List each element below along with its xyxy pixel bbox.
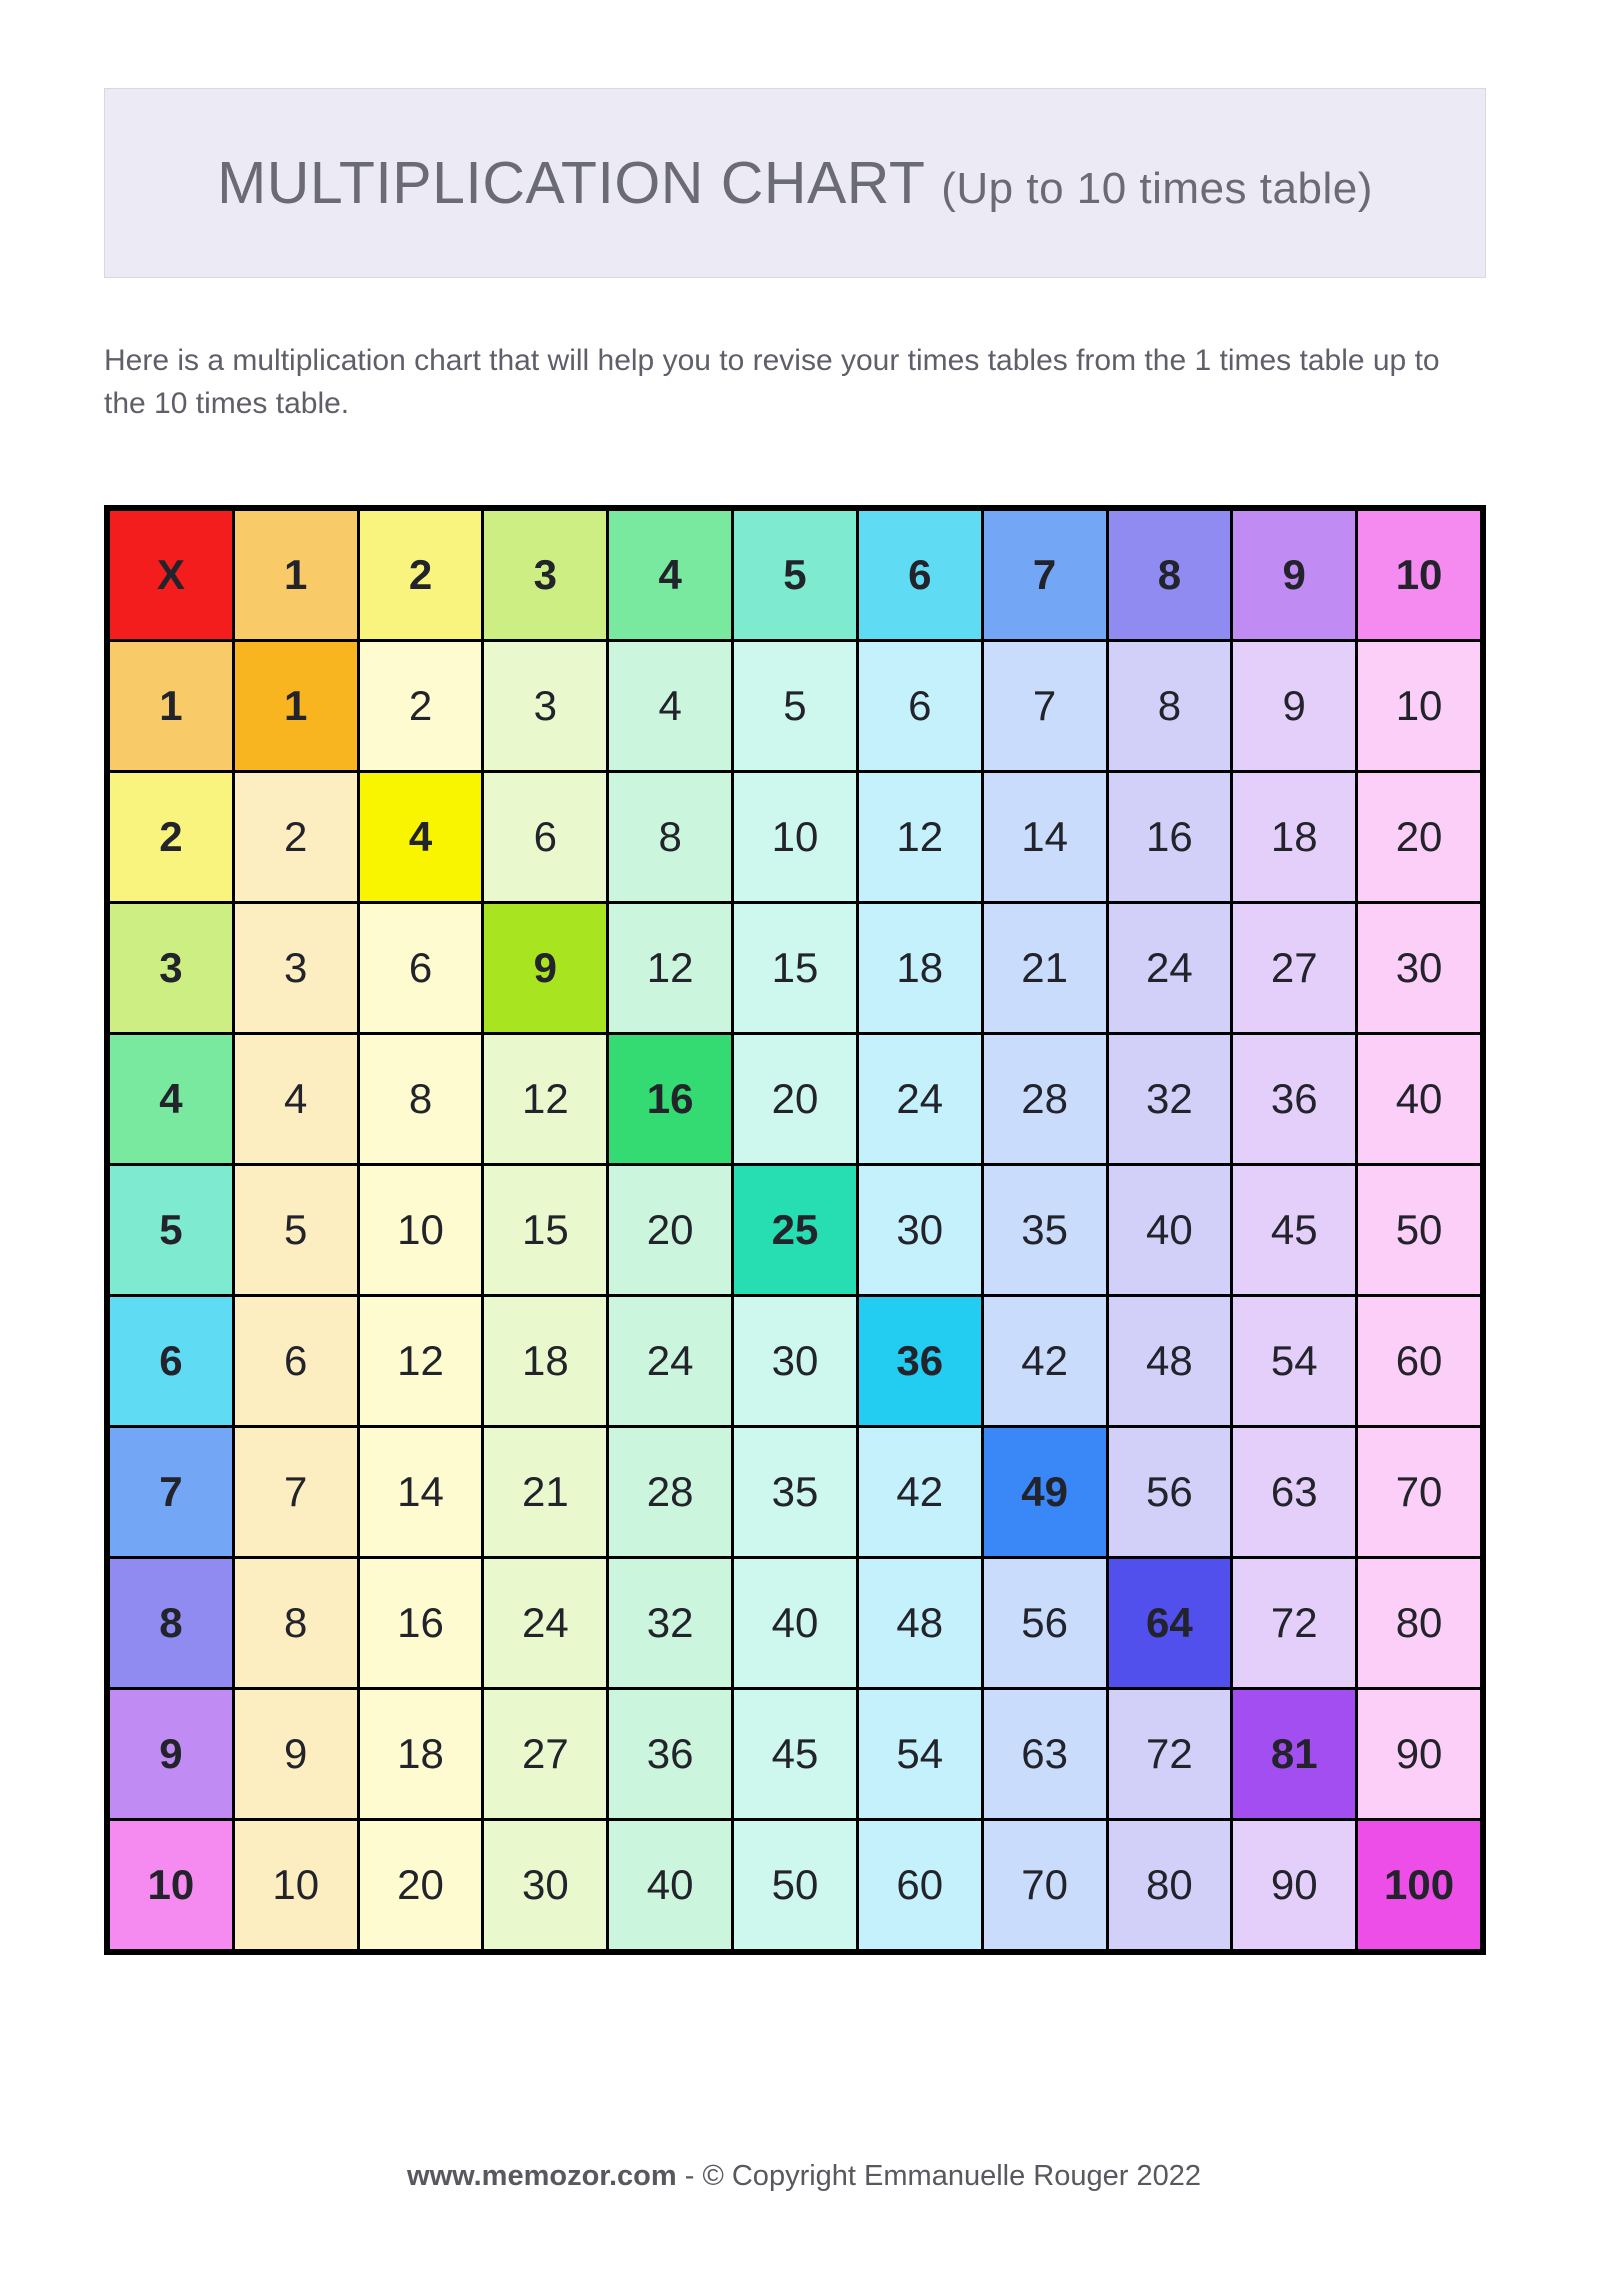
product-cell-7x10: 70: [1357, 1427, 1482, 1558]
product-cell-4x1: 4: [233, 1034, 358, 1165]
product-cell-10x1: 10: [233, 1820, 358, 1951]
product-cell-3x2: 6: [358, 903, 483, 1034]
product-cell-7x8: 56: [1107, 1427, 1232, 1558]
product-cell-5x2: 10: [358, 1165, 483, 1296]
product-cell-9x8: 72: [1107, 1689, 1232, 1820]
square-cell-1: 1: [233, 641, 358, 772]
product-cell-1x7: 7: [982, 641, 1107, 772]
table-row: [109, 772, 1482, 903]
product-cell-5x6: 30: [857, 1165, 982, 1296]
column-header-1: 1: [233, 510, 358, 641]
square-cell-9: 81: [1232, 1689, 1357, 1820]
product-cell-3x8: 24: [1107, 903, 1232, 1034]
product-cell-5x3: 15: [483, 1165, 608, 1296]
product-cell-3x7: 21: [982, 903, 1107, 1034]
intro-text: Here is a multiplication chart that will help you to revise your times tables from the 1 times table up to the 10 times table.: [104, 344, 1440, 420]
product-cell-7x6: 42: [857, 1427, 982, 1558]
column-header-4: 4: [608, 510, 733, 641]
grid-corner-cell: X: [109, 510, 234, 641]
product-cell-5x7: 35: [982, 1165, 1107, 1296]
column-header-8: 8: [1107, 510, 1232, 641]
square-cell-7: 49: [982, 1427, 1107, 1558]
table-row: [109, 1296, 1482, 1427]
product-cell-10x9: 90: [1232, 1820, 1357, 1951]
footer-copyright: - © Copyright Emmanuelle Rouger 2022: [676, 2160, 1201, 2192]
column-header-6: 6: [857, 510, 982, 641]
product-cell-6x10: 60: [1357, 1296, 1482, 1427]
title-banner: [104, 88, 1486, 278]
product-cell-4x2: 8: [358, 1034, 483, 1165]
row-header-7: 7: [109, 1427, 234, 1558]
product-cell-1x4: 4: [608, 641, 733, 772]
footer: [0, 2160, 1608, 2193]
product-cell-2x8: 16: [1107, 772, 1232, 903]
row-header-3: 3: [109, 903, 234, 1034]
column-header-2: 2: [358, 510, 483, 641]
product-cell-1x5: 5: [733, 641, 858, 772]
product-cell-6x5: 30: [733, 1296, 858, 1427]
product-cell-1x2: 2: [358, 641, 483, 772]
multiplication-grid: [104, 505, 1486, 1955]
product-cell-2x10: 20: [1357, 772, 1482, 903]
product-cell-8x7: 56: [982, 1558, 1107, 1689]
product-cell-6x3: 18: [483, 1296, 608, 1427]
product-cell-3x6: 18: [857, 903, 982, 1034]
product-cell-2x9: 18: [1232, 772, 1357, 903]
row-header-10: 10: [109, 1820, 234, 1951]
product-cell-1x6: 6: [857, 641, 982, 772]
product-cell-4x3: 12: [483, 1034, 608, 1165]
product-cell-9x4: 36: [608, 1689, 733, 1820]
product-cell-9x10: 90: [1357, 1689, 1482, 1820]
column-header-7: 7: [982, 510, 1107, 641]
square-cell-4: 16: [608, 1034, 733, 1165]
product-cell-5x8: 40: [1107, 1165, 1232, 1296]
product-cell-1x9: 9: [1232, 641, 1357, 772]
product-cell-6x2: 12: [358, 1296, 483, 1427]
product-cell-6x1: 6: [233, 1296, 358, 1427]
product-cell-2x7: 14: [982, 772, 1107, 903]
product-cell-4x9: 36: [1232, 1034, 1357, 1165]
page-title-main: MULTIPLICATION CHART: [217, 150, 925, 216]
product-cell-8x4: 32: [608, 1558, 733, 1689]
page-title-sub: (Up to 10 times table): [941, 164, 1373, 213]
table-row: [109, 1034, 1482, 1165]
product-cell-5x1: 5: [233, 1165, 358, 1296]
product-cell-8x2: 16: [358, 1558, 483, 1689]
product-cell-9x3: 27: [483, 1689, 608, 1820]
product-cell-3x1: 3: [233, 903, 358, 1034]
product-cell-2x6: 12: [857, 772, 982, 903]
footer-site: www.memozor.com: [407, 2160, 677, 2192]
table-row: [109, 1820, 1482, 1951]
table-header-row: [109, 510, 1482, 641]
product-cell-6x9: 54: [1232, 1296, 1357, 1427]
table-row: [109, 641, 1482, 772]
square-cell-10: 100: [1357, 1820, 1482, 1951]
product-cell-9x5: 45: [733, 1689, 858, 1820]
product-cell-4x8: 32: [1107, 1034, 1232, 1165]
product-cell-7x2: 14: [358, 1427, 483, 1558]
square-cell-2: 4: [358, 772, 483, 903]
product-cell-8x1: 8: [233, 1558, 358, 1689]
row-header-4: 4: [109, 1034, 234, 1165]
square-cell-8: 64: [1107, 1558, 1232, 1689]
product-cell-9x6: 54: [857, 1689, 982, 1820]
column-header-3: 3: [483, 510, 608, 641]
product-cell-7x3: 21: [483, 1427, 608, 1558]
product-cell-3x4: 12: [608, 903, 733, 1034]
product-cell-4x7: 28: [982, 1034, 1107, 1165]
product-cell-8x10: 80: [1357, 1558, 1482, 1689]
product-cell-8x9: 72: [1232, 1558, 1357, 1689]
table-row: [109, 1427, 1482, 1558]
product-cell-10x4: 40: [608, 1820, 733, 1951]
product-cell-10x8: 80: [1107, 1820, 1232, 1951]
product-cell-9x2: 18: [358, 1689, 483, 1820]
page-title: [217, 149, 1373, 217]
product-cell-2x3: 6: [483, 772, 608, 903]
square-cell-6: 36: [857, 1296, 982, 1427]
product-cell-10x7: 70: [982, 1820, 1107, 1951]
row-header-5: 5: [109, 1165, 234, 1296]
product-cell-10x3: 30: [483, 1820, 608, 1951]
product-cell-1x10: 10: [1357, 641, 1482, 772]
product-cell-6x8: 48: [1107, 1296, 1232, 1427]
product-cell-5x4: 20: [608, 1165, 733, 1296]
column-header-9: 9: [1232, 510, 1357, 641]
product-cell-10x2: 20: [358, 1820, 483, 1951]
product-cell-7x5: 35: [733, 1427, 858, 1558]
table-row: [109, 1165, 1482, 1296]
product-cell-6x4: 24: [608, 1296, 733, 1427]
column-header-10: 10: [1357, 510, 1482, 641]
square-cell-5: 25: [733, 1165, 858, 1296]
product-cell-1x8: 8: [1107, 641, 1232, 772]
table-row: [109, 1689, 1482, 1820]
product-cell-4x10: 40: [1357, 1034, 1482, 1165]
product-cell-7x9: 63: [1232, 1427, 1357, 1558]
row-header-1: 1: [109, 641, 234, 772]
row-header-9: 9: [109, 1689, 234, 1820]
product-cell-3x5: 15: [733, 903, 858, 1034]
product-cell-3x9: 27: [1232, 903, 1357, 1034]
product-cell-4x5: 20: [733, 1034, 858, 1165]
row-header-2: 2: [109, 772, 234, 903]
product-cell-3x10: 30: [1357, 903, 1482, 1034]
product-cell-9x1: 9: [233, 1689, 358, 1820]
product-cell-7x4: 28: [608, 1427, 733, 1558]
table-row: [109, 903, 1482, 1034]
product-cell-8x5: 40: [733, 1558, 858, 1689]
product-cell-5x9: 45: [1232, 1165, 1357, 1296]
product-cell-9x7: 63: [982, 1689, 1107, 1820]
product-cell-5x10: 50: [1357, 1165, 1482, 1296]
product-cell-8x3: 24: [483, 1558, 608, 1689]
row-header-6: 6: [109, 1296, 234, 1427]
product-cell-2x4: 8: [608, 772, 733, 903]
column-header-5: 5: [733, 510, 858, 641]
product-cell-10x6: 60: [857, 1820, 982, 1951]
product-cell-2x5: 10: [733, 772, 858, 903]
product-cell-6x7: 42: [982, 1296, 1107, 1427]
table-row: [109, 1558, 1482, 1689]
square-cell-3: 9: [483, 903, 608, 1034]
product-cell-1x3: 3: [483, 641, 608, 772]
row-header-8: 8: [109, 1558, 234, 1689]
product-cell-10x5: 50: [733, 1820, 858, 1951]
multiplication-table: [107, 508, 1483, 1952]
product-cell-2x1: 2: [233, 772, 358, 903]
product-cell-4x6: 24: [857, 1034, 982, 1165]
product-cell-7x1: 7: [233, 1427, 358, 1558]
product-cell-8x6: 48: [857, 1558, 982, 1689]
